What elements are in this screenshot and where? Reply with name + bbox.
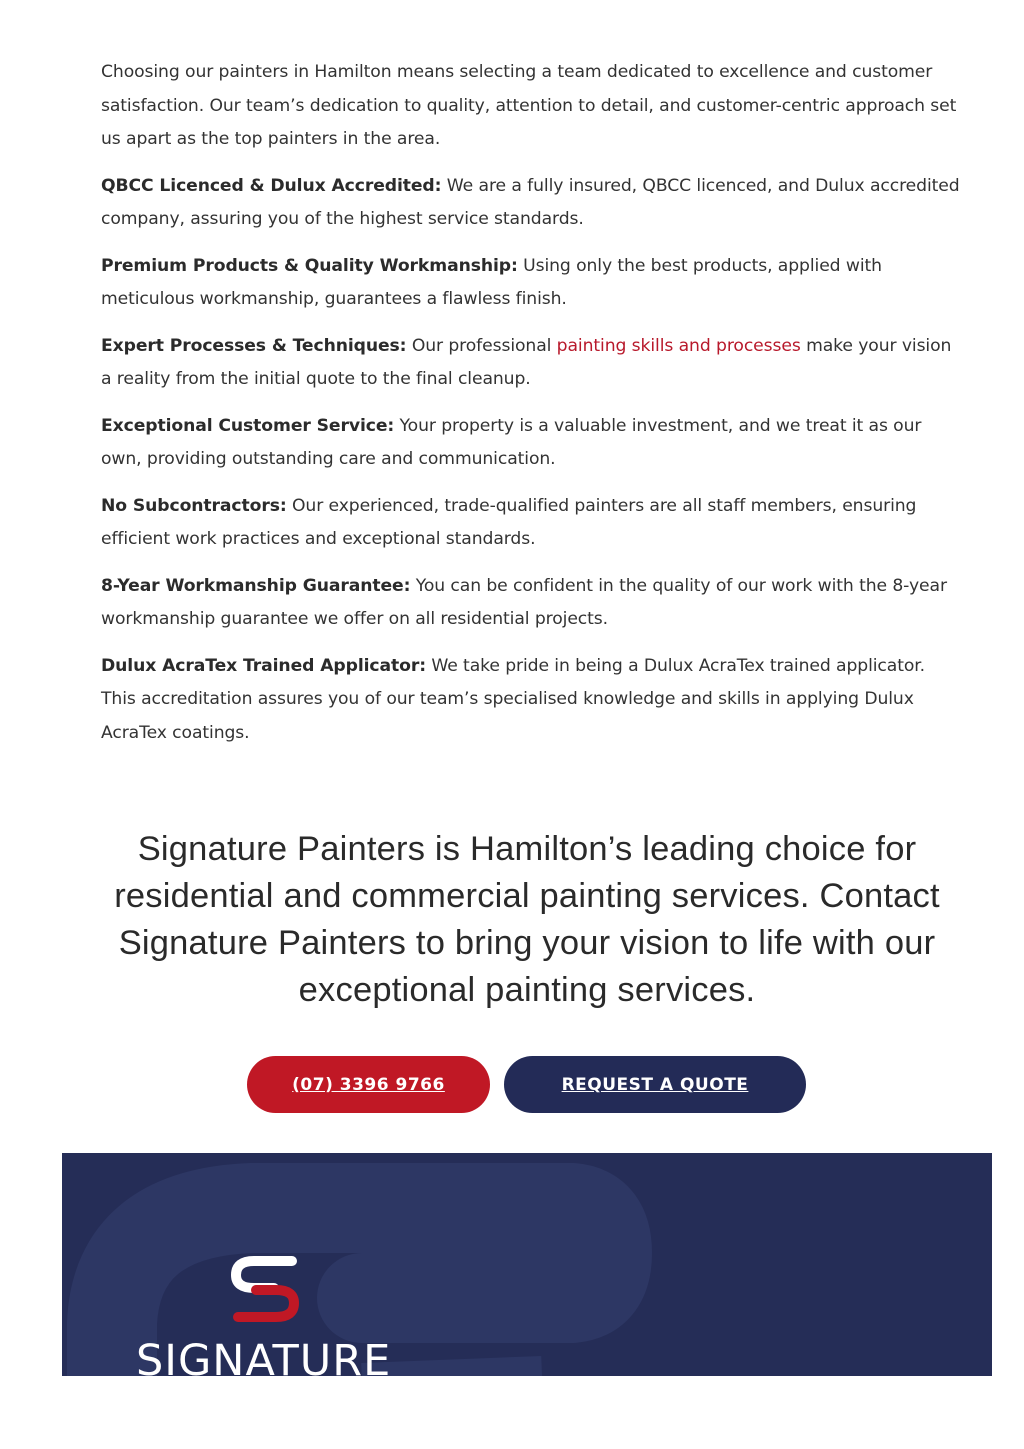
feature-text: Using only the best products, applied with meticulous workmanship, guarantees a flawless finish.: [101, 255, 882, 309]
feature-service: [101, 410, 961, 477]
signature-logo-mark-icon: [228, 1253, 302, 1325]
feature-expert: [101, 330, 961, 397]
footer: [62, 1153, 992, 1376]
feature-text: make your vision a reality from the initial quote to the final cleanup.: [101, 335, 952, 389]
signature-logo-text: SIGNATURE: [136, 1336, 392, 1376]
feature-text: Our professional: [406, 335, 557, 356]
feature-text: Our experienced, trade-qualified painters are all staff members, ensuring efficient work practices and exceptional standards.: [101, 495, 917, 549]
feature-text: Your property is a valuable investment, and we treat it as our own, providing outstanding care and communication.: [101, 415, 922, 469]
intro-paragraph: Choosing our painters in Hamilton means selecting a team dedicated to excellence and customer satisfaction. Our team’s dedication to quality, attention to detail, and customer-centric approach set us apart as the top painters in the area.: [101, 62, 957, 149]
feature-text: You can be confident in the quality of our work with the 8-year workmanship guarantee we offer on all residential projects.: [101, 575, 947, 629]
feature-acratex: [101, 650, 961, 751]
painting-skills-link[interactable]: painting skills and processes: [556, 335, 801, 356]
feature-title: Premium Products & Quality Workmanship:: [101, 255, 518, 276]
request-quote-button[interactable]: REQUEST A QUOTE: [504, 1056, 806, 1113]
feature-text: We take pride in being a Dulux AcraTex trained applicator. This accreditation assures you of our team’s specialised knowledge and skills in applying Dulux AcraTex coatings.: [101, 655, 926, 743]
feature-qbcc: [101, 170, 961, 237]
feature-title: QBCC Licenced & Dulux Accredited:: [101, 175, 442, 196]
feature-title: 8-Year Workmanship Guarantee:: [101, 575, 411, 596]
feature-subcontractors: [101, 490, 961, 557]
feature-title: Expert Processes & Techniques:: [101, 335, 407, 356]
feature-title: Dulux AcraTex Trained Applicator:: [101, 655, 426, 676]
feature-premium: [101, 250, 961, 317]
features-content: [101, 56, 961, 763]
feature-title: No Subcontractors:: [101, 495, 287, 516]
cta-heading: Signature Painters is Hamilton’s leading choice for residential and commercial painting services. Contact Signature Painters to bring your vision to life with our exceptional painting services.: [114, 830, 940, 1009]
feature-title: Exceptional Customer Service:: [101, 415, 395, 436]
phone-button[interactable]: (07) 3396 9766: [247, 1056, 490, 1113]
feature-guarantee: [101, 570, 961, 637]
feature-text: We are a fully insured, QBCC licenced, and Dulux accredited company, assuring you of the highest service standards.: [101, 175, 960, 229]
